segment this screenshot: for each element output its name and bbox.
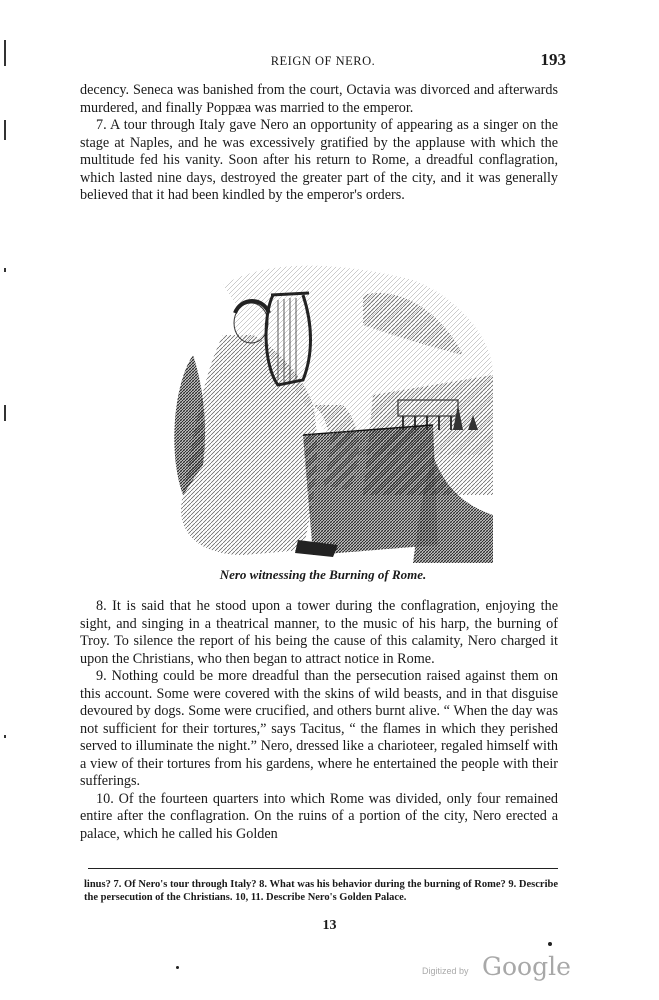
paragraph-10: 10. Of the fourteen quarters into which Rome was divided, only four remained entire after the conflagration. On the ruins of a portion of the city, Nero erected a palace, which he called his Golden: [80, 790, 558, 842]
margin-mark: [4, 735, 6, 738]
body-text-bottom: [80, 598, 558, 843]
study-questions: linus? 7. Of Nero's tour through Italy? 8. What was his behavior during the burning of Rome? 9. Describe the persecution of the Christians. 10, 11. Describe Nero's Golden Palace.: [84, 879, 558, 903]
margin-mark: [4, 40, 6, 66]
footnote-rule: [88, 868, 558, 869]
signature-mark: 13: [322, 918, 337, 933]
paragraph-9: 9. Nothing could be more dreadful than the persecution raised against them on this account. Some were covered with the skins of wild beasts, and in that disguise devoured by dogs. Some were crucified, and others burnt alive. “ When the day was not sufficient for their tortures,” says Tacitus, “ the flames in which they perished served to illuminate the night.” Nero, dressed like a charioteer, regaled himself with a view of their tortures from his gardens, where he entertained the people with their sufferings.: [80, 668, 558, 789]
header-title: REIGN OF NERO.: [270, 54, 376, 68]
page-number: 193: [540, 50, 566, 69]
google-logo: Google: [482, 952, 571, 981]
digitized-watermark: [422, 952, 572, 982]
paragraph-8: 8. It is said that he stood upon a tower during the conflagration, enjoying the sight, and singing in a theatrical manner, to the music of his harp, the burning of Troy. To silence the report of his being the cause of this calamity, Nero charged it upon the Christians, who then began to attract notice in Rome.: [80, 598, 558, 667]
stray-dot: [176, 966, 179, 969]
running-header: [80, 50, 566, 72]
engraving-nero-burning-rome: [163, 255, 493, 563]
margin-mark: [4, 268, 6, 272]
figure-caption: Nero witnessing the Burning of Rome.: [219, 567, 427, 582]
watermark-text: Digitized by: [422, 966, 469, 976]
margin-mark: [4, 120, 6, 140]
margin-mark: [4, 405, 6, 421]
paragraph-6-end: decency. Seneca was banished from the court, Octavia was divorced and afterwards murdered, and finally Poppæa was married to the emperor.: [80, 82, 558, 116]
stray-dot: [548, 942, 552, 946]
paragraph-7: 7. A tour through Italy gave Nero an opportunity of appearing as a singer on the stage at Naples, and he was excessively gratified by the applause with which the multitude fed his vanity. Soon after his return to Rome, a dreadful conflagration, which lasted nine days, destroyed the greater part of the city, and it was generally believed that it had been kindled by the emperor's orders.: [80, 117, 558, 203]
engraving-illustration: [163, 255, 493, 563]
body-text-top: [80, 82, 558, 205]
